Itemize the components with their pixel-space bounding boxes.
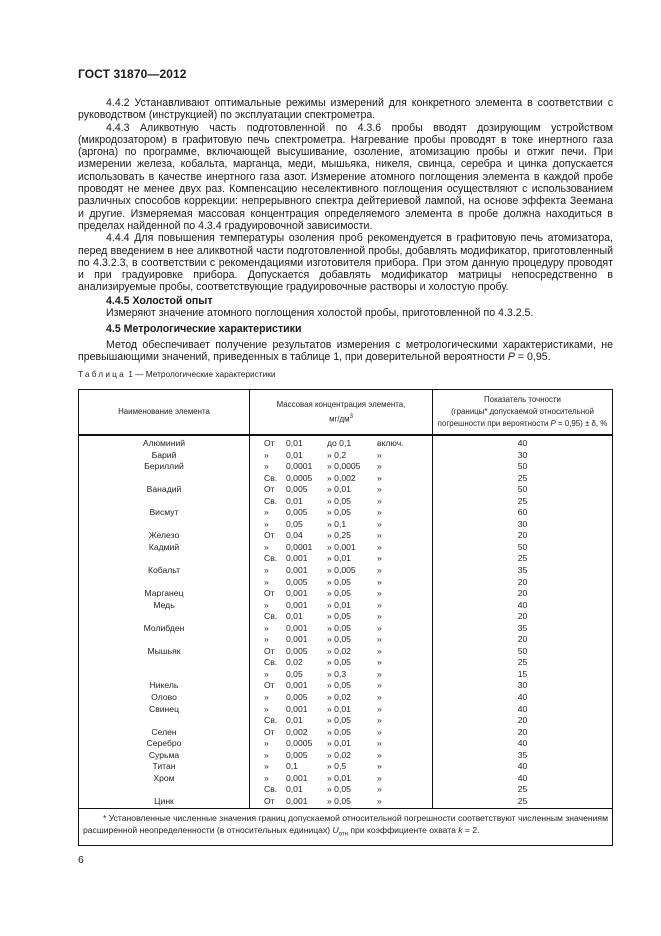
table-row — [79, 773, 613, 785]
paragraph-4-4-5: Измеряют значение атомного поглощения холостой пробы, приготовленной по 4.3.2.5. — [106, 307, 534, 320]
cell-element-name — [79, 611, 250, 623]
table-row — [79, 680, 613, 692]
table-row — [79, 704, 613, 716]
range-prefix: » — [264, 703, 269, 714]
table-row — [79, 634, 613, 646]
header-accuracy-line1: Показатель точности — [484, 395, 561, 404]
header-accuracy-line3-tail: = 0,95) ± δ, % — [555, 419, 608, 428]
range-from: 0,04 — [286, 530, 303, 541]
range-suffix: » — [377, 622, 382, 633]
cell-concentration-range — [250, 634, 433, 646]
header-concentration-unit-exp: 3 — [349, 413, 353, 420]
cell-accuracy: 35 — [433, 750, 613, 762]
range-suffix: » — [377, 484, 382, 495]
cell-accuracy: 50 — [433, 461, 613, 473]
cell-element-name — [79, 715, 250, 727]
range-to: » 0,05 — [327, 795, 351, 806]
cell-element-name: Никель — [79, 680, 250, 692]
cell-element-name — [79, 669, 250, 681]
range-to: » 0,25 — [327, 530, 351, 541]
cell-concentration-range — [250, 473, 433, 485]
range-from: 0,01 — [286, 449, 303, 460]
header-accuracy — [433, 390, 613, 436]
range-to: » 0,2 — [327, 449, 347, 460]
range-suffix: » — [377, 599, 382, 610]
cell-accuracy: 25 — [433, 657, 613, 669]
table-row — [79, 692, 613, 704]
cell-element-name: Олово — [79, 692, 250, 704]
range-to: » 0,05 — [327, 726, 351, 737]
cell-concentration-range — [250, 496, 433, 508]
cell-concentration-range — [250, 577, 433, 589]
table-caption-label: Таблица — [78, 369, 126, 379]
range-from: 0,0001 — [286, 461, 313, 472]
cell-element-name: Марганец — [79, 588, 250, 600]
range-to: » 0,01 — [327, 553, 351, 564]
cell-concentration-range — [250, 646, 433, 658]
range-to: » 0,05 — [327, 622, 351, 633]
paragraph-4-4-4: 4.4.4 Для повышения температуры озоления проб рекомендуется в графитовую печь атомизатора, перед введением в нее аликвотной части подготовленной пробы, добавлять модификатор, приготовленный по 4.3.2.3, в соответствии с рекомендациями изготовителя прибора. При этом данную процедуру проводят и при градуировке прибора. Допускается добавлять модификатор матрицы непосредственно в анализируемые пробы, соответствующие градуировочные растворы и холостую пробу. — [78, 232, 613, 294]
range-prefix: От — [264, 484, 275, 495]
range-from: 0,001 — [286, 599, 308, 610]
range-suffix: » — [377, 634, 382, 645]
range-from: 0,05 — [286, 518, 303, 529]
cell-accuracy: 30 — [433, 450, 613, 462]
range-prefix: » — [264, 668, 269, 679]
range-to: » 0,05 — [327, 507, 351, 518]
range-suffix: » — [377, 692, 382, 703]
range-from: 0,02 — [286, 657, 303, 668]
variable-k: k — [458, 825, 463, 835]
range-to: до 0,1 — [327, 438, 352, 448]
range-to: » 0,005 — [327, 565, 356, 576]
cell-concentration-range — [250, 565, 433, 577]
heading-4-4-5: 4.4.5 Холостой опыт — [106, 294, 213, 307]
header-accuracy-line3: погрешности при вероятности — [437, 419, 551, 428]
range-to: » 0,3 — [327, 668, 347, 679]
paragraph-4-4-2: 4.4.2 Устанавливают оптимальные режимы измерений для конкретного элемента в соответствии с руководством (инструкцией) по эксплуатации спектрометра. — [78, 97, 613, 122]
cell-concentration-range — [250, 773, 433, 785]
cell-element-name — [79, 473, 250, 485]
range-to: » 0,05 — [327, 657, 351, 668]
range-suffix: » — [377, 680, 382, 691]
range-from: 0,1 — [286, 761, 298, 772]
cell-element-name: Медь — [79, 600, 250, 612]
range-prefix: От — [264, 795, 275, 806]
range-suffix: включ. — [377, 438, 404, 448]
cell-accuracy: 60 — [433, 507, 613, 519]
range-from: 0,001 — [286, 795, 308, 806]
range-suffix: » — [377, 449, 382, 460]
table-row — [79, 553, 613, 565]
variable-u-subscript: отн — [338, 831, 348, 838]
table-row — [79, 507, 613, 519]
cell-concentration-range — [250, 738, 433, 750]
table-row — [79, 484, 613, 496]
range-to: » 0,1 — [327, 518, 347, 529]
range-suffix: » — [377, 645, 382, 656]
range-to: » 0,05 — [327, 680, 351, 691]
range-to: » 0,05 — [327, 715, 351, 726]
range-to: » 0,01 — [327, 738, 351, 749]
cell-accuracy: 30 — [433, 519, 613, 531]
cell-accuracy: 30 — [433, 680, 613, 692]
variable-p: P — [507, 350, 515, 363]
range-prefix: » — [264, 772, 269, 783]
cell-accuracy: 25 — [433, 473, 613, 485]
header-concentration-line1: Массовая концентрация элемента, — [276, 399, 406, 409]
cell-element-name — [79, 634, 250, 646]
cell-concentration-range — [250, 680, 433, 692]
cell-element-name — [79, 577, 250, 589]
table-row — [79, 577, 613, 589]
range-prefix: » — [264, 461, 269, 472]
cell-element-name — [79, 784, 250, 796]
range-prefix: » — [264, 622, 269, 633]
range-suffix: » — [377, 518, 382, 529]
range-suffix: » — [377, 761, 382, 772]
range-to: » 0,02 — [327, 692, 351, 703]
range-from: 0,001 — [286, 703, 308, 714]
table-row — [79, 750, 613, 762]
cell-concentration-range — [250, 588, 433, 600]
range-to: » 0,001 — [327, 541, 356, 552]
range-to: » 0,05 — [327, 784, 351, 795]
cell-element-name: Кадмий — [79, 542, 250, 554]
table-row — [79, 611, 613, 623]
table-caption-title: 1 — Метрологические характеристики — [125, 369, 276, 379]
cell-concentration-range — [250, 692, 433, 704]
range-from: 0,001 — [286, 634, 308, 645]
cell-concentration-range — [250, 669, 433, 681]
range-prefix: » — [264, 599, 269, 610]
cell-accuracy: 50 — [433, 484, 613, 496]
cell-accuracy: 25 — [433, 784, 613, 796]
cell-concentration-range — [250, 553, 433, 565]
table-header-row — [79, 390, 613, 436]
range-prefix: Св. — [264, 657, 278, 668]
cell-concentration-range — [250, 784, 433, 796]
cell-element-name: Свинец — [79, 704, 250, 716]
range-prefix: Св. — [264, 611, 278, 622]
page-number: 6 — [78, 854, 84, 866]
cell-accuracy: 25 — [433, 496, 613, 508]
range-suffix: » — [377, 703, 382, 714]
range-to: » 0,01 — [327, 772, 351, 783]
table-row — [79, 715, 613, 727]
cell-accuracy: 25 — [433, 796, 613, 808]
cell-concentration-range — [250, 796, 433, 808]
range-prefix: От — [264, 680, 275, 691]
range-to: » 0,01 — [327, 703, 351, 714]
cell-accuracy: 35 — [433, 623, 613, 635]
cell-accuracy: 20 — [433, 727, 613, 739]
cell-accuracy: 35 — [433, 565, 613, 577]
cell-accuracy: 20 — [433, 634, 613, 646]
cell-concentration-range — [250, 704, 433, 716]
paragraph-4-5 — [78, 339, 613, 364]
range-suffix: » — [377, 472, 382, 483]
cell-element-name: Селен — [79, 727, 250, 739]
cell-concentration-range — [250, 657, 433, 669]
standard-designation: ГОСТ 31870—2012 — [78, 67, 187, 81]
table-row — [79, 623, 613, 635]
range-suffix: » — [377, 530, 382, 541]
header-accuracy-line2: (границы* допускаемой относительной — [451, 407, 594, 416]
range-suffix: » — [377, 657, 382, 668]
cell-element-name: Сурьма — [79, 750, 250, 762]
range-prefix: От — [264, 726, 275, 737]
cell-element-name: Серебро — [79, 738, 250, 750]
cell-accuracy: 40 — [433, 704, 613, 716]
range-from: 0,005 — [286, 692, 308, 703]
cell-accuracy: 25 — [433, 553, 613, 565]
range-from: 0,001 — [286, 588, 308, 599]
cell-element-name: Железо — [79, 530, 250, 542]
range-prefix: » — [264, 692, 269, 703]
range-from: 0,005 — [286, 576, 308, 587]
range-suffix: » — [377, 715, 382, 726]
cell-element-name: Кобальт — [79, 565, 250, 577]
cell-accuracy: 20 — [433, 611, 613, 623]
cell-accuracy: 40 — [433, 761, 613, 773]
range-prefix: » — [264, 518, 269, 529]
range-from: 0,002 — [286, 726, 308, 737]
cell-element-name: Мышьяк — [79, 646, 250, 658]
range-from: 0,005 — [286, 645, 308, 656]
cell-element-name — [79, 496, 250, 508]
table-row — [79, 496, 613, 508]
cell-concentration-range — [250, 484, 433, 496]
range-from: 0,0001 — [286, 541, 313, 552]
range-suffix: » — [377, 588, 382, 599]
range-prefix: От — [264, 530, 275, 541]
range-from: 0,01 — [286, 784, 303, 795]
cell-concentration-range — [250, 600, 433, 612]
range-from: 0,0005 — [286, 472, 313, 483]
range-prefix: » — [264, 449, 269, 460]
table-row — [79, 796, 613, 808]
range-to: » 0,01 — [327, 484, 351, 495]
table-body — [79, 435, 613, 808]
range-suffix: » — [377, 668, 382, 679]
range-suffix: » — [377, 784, 382, 795]
range-suffix: » — [377, 749, 382, 760]
cell-concentration-range — [250, 507, 433, 519]
range-to: » 0,05 — [327, 611, 351, 622]
cell-accuracy: 50 — [433, 542, 613, 554]
cell-element-name — [79, 553, 250, 565]
table-row — [79, 646, 613, 658]
range-to: » 0,5 — [327, 761, 347, 772]
range-from: 0,0005 — [286, 738, 313, 749]
range-from: 0,01 — [286, 438, 303, 448]
range-to: » 0,002 — [327, 472, 356, 483]
table-footnote — [79, 808, 613, 846]
cell-element-name: Бериллий — [79, 461, 250, 473]
range-prefix: » — [264, 738, 269, 749]
table-row — [79, 450, 613, 462]
cell-element-name: Алюминий — [79, 435, 250, 450]
range-prefix: Св. — [264, 472, 278, 483]
cell-concentration-range — [250, 519, 433, 531]
cell-accuracy: 40 — [433, 773, 613, 785]
heading-4-5: 4.5 Метрологические характеристики — [106, 323, 302, 336]
range-from: 0,001 — [286, 553, 308, 564]
table-row — [79, 761, 613, 773]
range-to: » 0,05 — [327, 495, 351, 506]
range-from: 0,001 — [286, 565, 308, 576]
table-row — [79, 435, 613, 450]
cell-concentration-range — [250, 611, 433, 623]
table-row — [79, 461, 613, 473]
metrological-table — [78, 389, 613, 846]
table-row — [79, 727, 613, 739]
table-row — [79, 565, 613, 577]
header-concentration-unit: мг/дм — [329, 414, 350, 424]
cell-accuracy: 20 — [433, 715, 613, 727]
range-suffix: » — [377, 553, 382, 564]
paragraph-4-5-text: Метод обеспечивает получение результатов измерения с метрологическими характеристиками, не превышающими значений, приведенных в таблице 1, при доверительной вероятности — [78, 338, 613, 363]
table-row — [79, 519, 613, 531]
range-to: » 0,01 — [327, 599, 351, 610]
range-to: » 0,02 — [327, 645, 351, 656]
range-prefix: Св. — [264, 784, 278, 795]
range-suffix: » — [377, 738, 382, 749]
range-to: » 0,05 — [327, 588, 351, 599]
table-row — [79, 657, 613, 669]
cell-accuracy: 20 — [433, 577, 613, 589]
cell-element-name: Цинк — [79, 796, 250, 808]
cell-concentration-range — [250, 461, 433, 473]
footnote-text-mid: при коэффициенте охвата — [348, 825, 459, 835]
range-suffix: » — [377, 495, 382, 506]
variable-u: U — [332, 825, 339, 835]
header-concentration — [250, 390, 433, 436]
range-from: 0,005 — [286, 507, 308, 518]
table-row — [79, 542, 613, 554]
cell-element-name: Молибден — [79, 623, 250, 635]
range-to: » 0,05 — [327, 576, 351, 587]
range-from: 0,001 — [286, 622, 308, 633]
range-suffix: » — [377, 576, 382, 587]
cell-accuracy: 40 — [433, 600, 613, 612]
footnote-text-end: = 2. — [462, 825, 480, 835]
range-suffix: » — [377, 541, 382, 552]
range-prefix: От — [264, 588, 275, 599]
cell-accuracy: 40 — [433, 738, 613, 750]
table-row — [79, 588, 613, 600]
table-row — [79, 669, 613, 681]
variable-p: P — [550, 419, 556, 428]
range-from: 0,005 — [286, 749, 308, 760]
range-prefix: » — [264, 576, 269, 587]
cell-accuracy: 40 — [433, 435, 613, 450]
cell-element-name: Титан — [79, 761, 250, 773]
range-from: 0,001 — [286, 680, 308, 691]
range-suffix: » — [377, 565, 382, 576]
cell-element-name: Барий — [79, 450, 250, 462]
range-from: 0,01 — [286, 715, 303, 726]
cell-concentration-range — [250, 623, 433, 635]
range-prefix: Св. — [264, 495, 278, 506]
cell-accuracy: 15 — [433, 669, 613, 681]
table-caption — [78, 369, 275, 379]
cell-concentration-range — [250, 450, 433, 462]
range-to: » 0,0005 — [327, 461, 361, 472]
range-from: 0,005 — [286, 484, 308, 495]
cell-accuracy: 20 — [433, 530, 613, 542]
range-prefix: » — [264, 565, 269, 576]
range-prefix: » — [264, 541, 269, 552]
cell-concentration-range — [250, 542, 433, 554]
footnote-text-main: * Установленные численные значения границ допускаемой относительной погрешности соответствуют численным значениям расширенной неопределенности (в относительных единицах) — [83, 812, 608, 835]
range-from: 0,05 — [286, 668, 303, 679]
table-row — [79, 738, 613, 750]
table-row — [79, 530, 613, 542]
header-element-name: Наименование элемента — [79, 390, 250, 436]
cell-concentration-range — [250, 715, 433, 727]
footnote-text — [83, 812, 608, 842]
cell-accuracy: 40 — [433, 692, 613, 704]
range-suffix: » — [377, 611, 382, 622]
range-to: » 0,02 — [327, 749, 351, 760]
cell-element-name: Ванадий — [79, 484, 250, 496]
cell-concentration-range — [250, 530, 433, 542]
table-footnote-row — [79, 808, 613, 846]
range-to: » 0,05 — [327, 634, 351, 645]
range-prefix: От — [264, 645, 275, 656]
table-row — [79, 473, 613, 485]
table-row — [79, 600, 613, 612]
cell-accuracy: 50 — [433, 646, 613, 658]
range-suffix: » — [377, 772, 382, 783]
cell-accuracy: 20 — [433, 588, 613, 600]
range-suffix: » — [377, 507, 382, 518]
range-prefix: » — [264, 507, 269, 518]
cell-element-name: Хром — [79, 773, 250, 785]
cell-concentration-range — [250, 435, 433, 450]
range-suffix: » — [377, 795, 382, 806]
range-prefix: » — [264, 634, 269, 645]
cell-element-name — [79, 657, 250, 669]
cell-concentration-range — [250, 761, 433, 773]
range-suffix: » — [377, 726, 382, 737]
range-from: 0,01 — [286, 611, 303, 622]
paragraph-4-5-tail: = 0,95. — [514, 350, 551, 363]
range-suffix: » — [377, 461, 382, 472]
range-from: 0,01 — [286, 495, 303, 506]
range-prefix: » — [264, 761, 269, 772]
range-prefix: Св. — [264, 553, 278, 564]
cell-element-name — [79, 519, 250, 531]
range-prefix: Св. — [264, 715, 278, 726]
range-prefix: От — [264, 438, 275, 448]
cell-concentration-range — [250, 750, 433, 762]
table-row — [79, 784, 613, 796]
cell-element-name: Висмут — [79, 507, 250, 519]
body-text — [78, 97, 613, 363]
paragraph-4-4-3: 4.4.3 Аликвотную часть подготовленной по 4.3.6 пробы вводят дозирующим устройством (микродозатором) в графитовую печь спектрометра. Нагревание пробы проводят в токе инертного газа (аргона) по программе, включающей высушивание, озоление, атомизацию пробы и отжиг печи. При измерении железа, кобальта, марганца, меди, мышьяка, никеля, свинца, серебра и цинка допускается использовать в качестве инертного газа азот. Измерение атомного поглощения элемента в каждой пробе проводят не менее двух раз. Компенсацию неселективного поглощения осуществляют с использованием различных способов коррекции: непрерывного спектра дейтериевой лампой, на основе эффекта Зеемана и другие. Измеряемая массовая концентрация определяемого элемента в пробе должна находиться в пределах найденной по 4.3.4 градуировочной зависимости. — [78, 121, 613, 232]
cell-concentration-range — [250, 727, 433, 739]
range-prefix: » — [264, 749, 269, 760]
range-from: 0,001 — [286, 772, 308, 783]
